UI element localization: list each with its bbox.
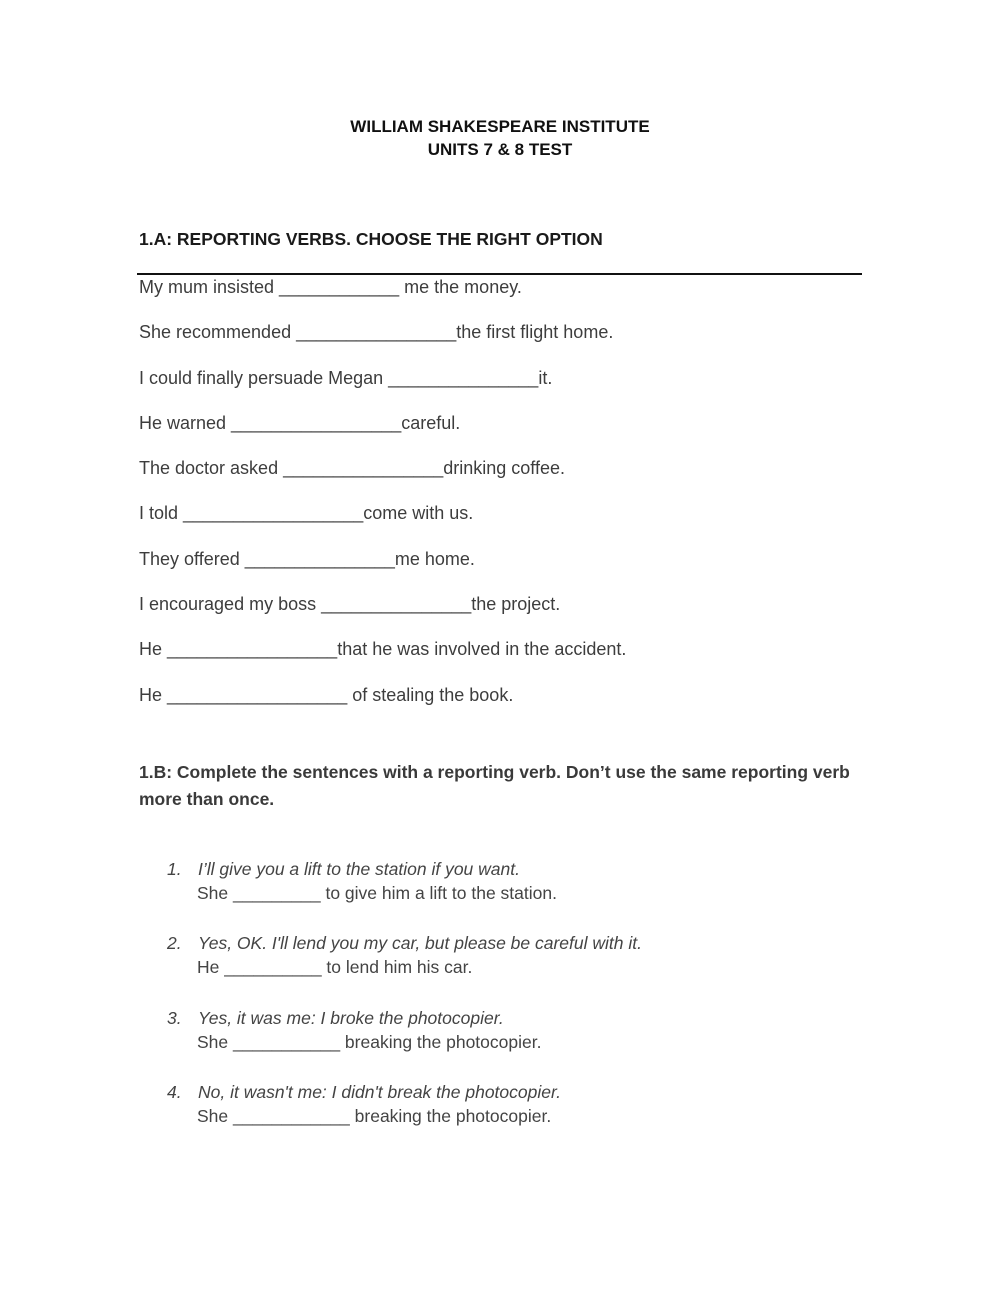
section-a-sentence-list xyxy=(139,276,626,729)
sentence-item: He __________________ of stealing the book. xyxy=(139,684,514,705)
section-a-divider xyxy=(137,273,862,275)
institute-title: WILLIAM SHAKESPEARE INSTITUTE xyxy=(350,117,650,136)
reported-sentence: She ____________ breaking the photocopier. xyxy=(197,1105,552,1126)
item-number: 2. xyxy=(167,933,182,954)
direct-speech-quote: I’ll give you a lift to the station if you want. xyxy=(198,859,520,879)
direct-speech-quote: Yes, OK. I'll lend you my car, but please be careful with it. xyxy=(198,933,642,954)
item-number: 1. xyxy=(167,859,182,879)
sentence-item: He _________________that he was involved in the accident. xyxy=(139,639,627,660)
item-number: 4. xyxy=(167,1081,182,1102)
sentence-item: I told __________________come with us. xyxy=(139,503,474,524)
sentence-item: The doctor asked ________________drinking coffee. xyxy=(139,458,565,479)
sentence-item: She recommended ________________the first flight home. xyxy=(139,322,614,343)
reported-sentence: He __________ to lend him his car. xyxy=(197,957,473,978)
item-number: 3. xyxy=(167,1007,182,1028)
reported-sentence: She _________ to give him a lift to the station. xyxy=(197,883,557,903)
direct-speech-quote: Yes, it was me: I broke the photocopier. xyxy=(198,1007,504,1028)
section-a-heading: 1.A: REPORTING VERBS. CHOOSE THE RIGHT OPTION xyxy=(139,229,603,249)
sentence-item: I could finally persuade Megan _______________it. xyxy=(139,367,553,388)
test-title: UNITS 7 & 8 TEST xyxy=(427,140,573,159)
section-b-heading: 1.B: Complete the sentences with a reporting verb. Don’t use the same reporting verb more than once. xyxy=(139,762,850,809)
sentence-item: He warned _________________careful. xyxy=(139,412,461,433)
sentence-item: I encouraged my boss _______________the project. xyxy=(139,594,561,615)
sentence-item: My mum insisted ____________ me the money. xyxy=(139,277,522,297)
direct-speech-quote: No, it wasn't me: I didn't break the photocopier. xyxy=(198,1081,562,1102)
sentence-item: They offered _______________me home. xyxy=(139,548,475,569)
reported-sentence: She ___________ breaking the photocopier. xyxy=(197,1031,542,1052)
